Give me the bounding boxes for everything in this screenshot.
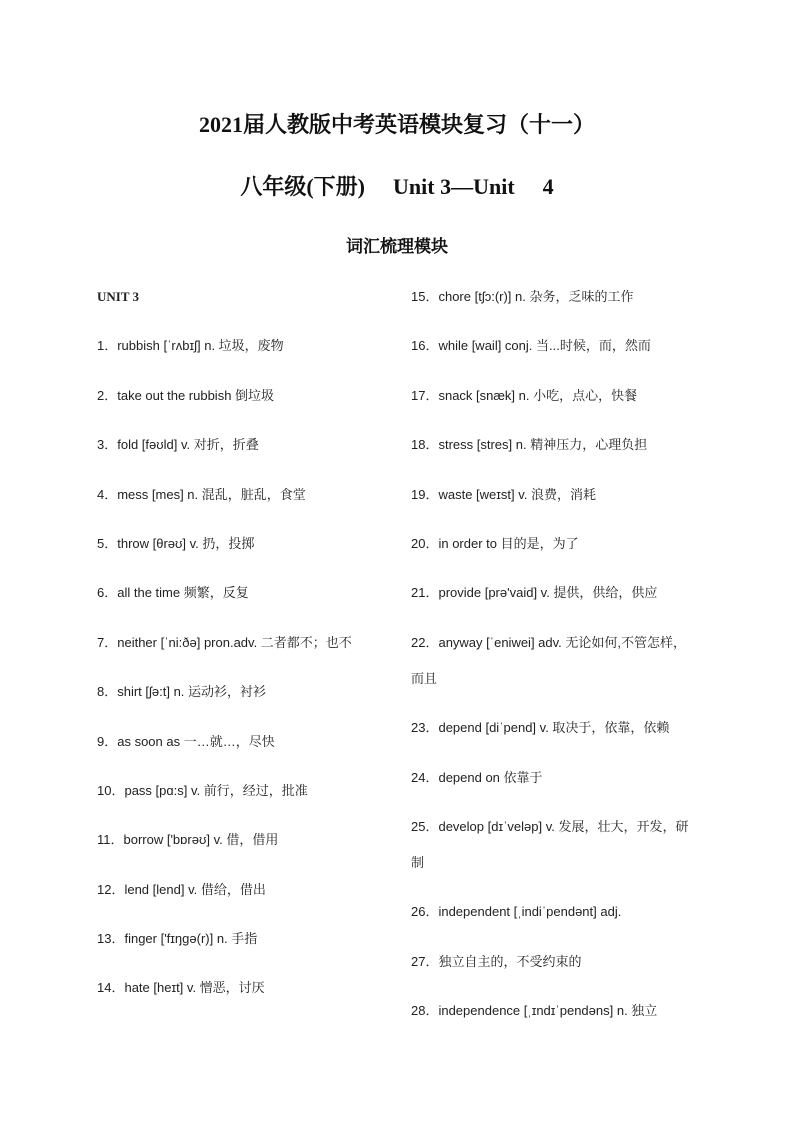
vocab-item: 11．borrow ['bɒrəʊ] v. 借，借用 xyxy=(97,832,279,848)
vocab-item: 12．lend [lend] v. 借给，借出 xyxy=(97,881,266,897)
vocab-item: 4．mess [mes] n. 混乱，脏乱，食堂 xyxy=(97,486,306,502)
document-subtitle xyxy=(0,170,794,201)
vocab-item: 17．snack [snæk] n. 小吃，点心，快餐 xyxy=(411,387,638,403)
vocab-item-continuation: 而且 xyxy=(411,670,438,686)
vocab-item: 5．throw [θrəʊ] v. 扔，投掷 xyxy=(97,535,255,551)
vocab-item: 26．independent [ˌindiˈpendənt] adj. xyxy=(411,904,622,920)
vocab-item: 2．take out the rubbish 倒垃圾 xyxy=(97,387,275,403)
section-title: 词汇梳理模块 xyxy=(346,237,448,256)
unit-end-number: 4 xyxy=(542,174,554,199)
vocab-item: 10．pass [pɑ:s] v. 前行，经过，批准 xyxy=(97,782,308,798)
vocab-column-right xyxy=(411,284,711,1047)
vocab-item: 28．independence [ˌɪndɪˈpendəns] n. 独立 xyxy=(411,1003,658,1019)
vocab-item: 1．rubbish [ˈrʌbɪʃ] n. 垃圾，废物 xyxy=(97,338,284,354)
vocab-item: 13．finger ['fɪŋgə(r)] n. 手指 xyxy=(97,931,258,947)
vocab-item: 8．shirt [ʃə:t] n. 运动衫，衬衫 xyxy=(97,684,267,700)
unit-heading: UNIT 3 xyxy=(97,289,140,304)
vocab-item: 7．neither [ˈni:ðə] pron.adv. 二者都不；也不 xyxy=(97,634,352,650)
unit-range-label: Unit 3—Unit xyxy=(393,174,515,199)
vocab-item: 3．fold [fəʊld] v. 对折，折叠 xyxy=(97,437,259,453)
vocab-column-left xyxy=(97,284,397,1025)
vocab-item: 27．独立自主的，不受约束的 xyxy=(411,953,582,969)
vocab-item: 23．depend [diˈpend] v. 取决于，依靠，依赖 xyxy=(411,720,670,736)
vocab-item-continuation: 制 xyxy=(411,854,425,870)
vocab-item: 22．anyway [ˈeniwei] adv. 无论如何,不管怎样， xyxy=(411,634,686,650)
vocab-item: 20．in order to 目的是，为了 xyxy=(411,535,579,551)
vocab-item: 19．waste [weɪst] v. 浪费，消耗 xyxy=(411,486,596,502)
vocab-item: 6．all the time 频繁，反复 xyxy=(97,585,249,601)
vocab-item: 9．as soon as 一…就…，尽快 xyxy=(97,733,275,749)
vocab-item: 25．develop [dɪˈveləp] v. 发展，壮大，开发，研 xyxy=(411,818,689,834)
vocab-item: 18．stress [stres] n. 精神压力，心理负担 xyxy=(411,437,648,453)
grade-label: 八年级(下册) xyxy=(240,174,366,199)
vocab-item: 24．depend on 依靠于 xyxy=(411,769,543,785)
vocab-item: 15．chore [tʃɔ:(r)] n. 杂务，乏味的工作 xyxy=(411,289,634,304)
vocab-item: 21．provide [prə'vaid] v. 提供，供给，供应 xyxy=(411,585,658,601)
vocab-item: 14．hate [heɪt] v. 憎恶，讨厌 xyxy=(97,980,265,996)
vocab-item: 16．while [wail] conj. 当...时候，而，然而 xyxy=(411,338,651,354)
document-title: 2021届人教版中考英语模块复习（十一） xyxy=(198,112,595,137)
